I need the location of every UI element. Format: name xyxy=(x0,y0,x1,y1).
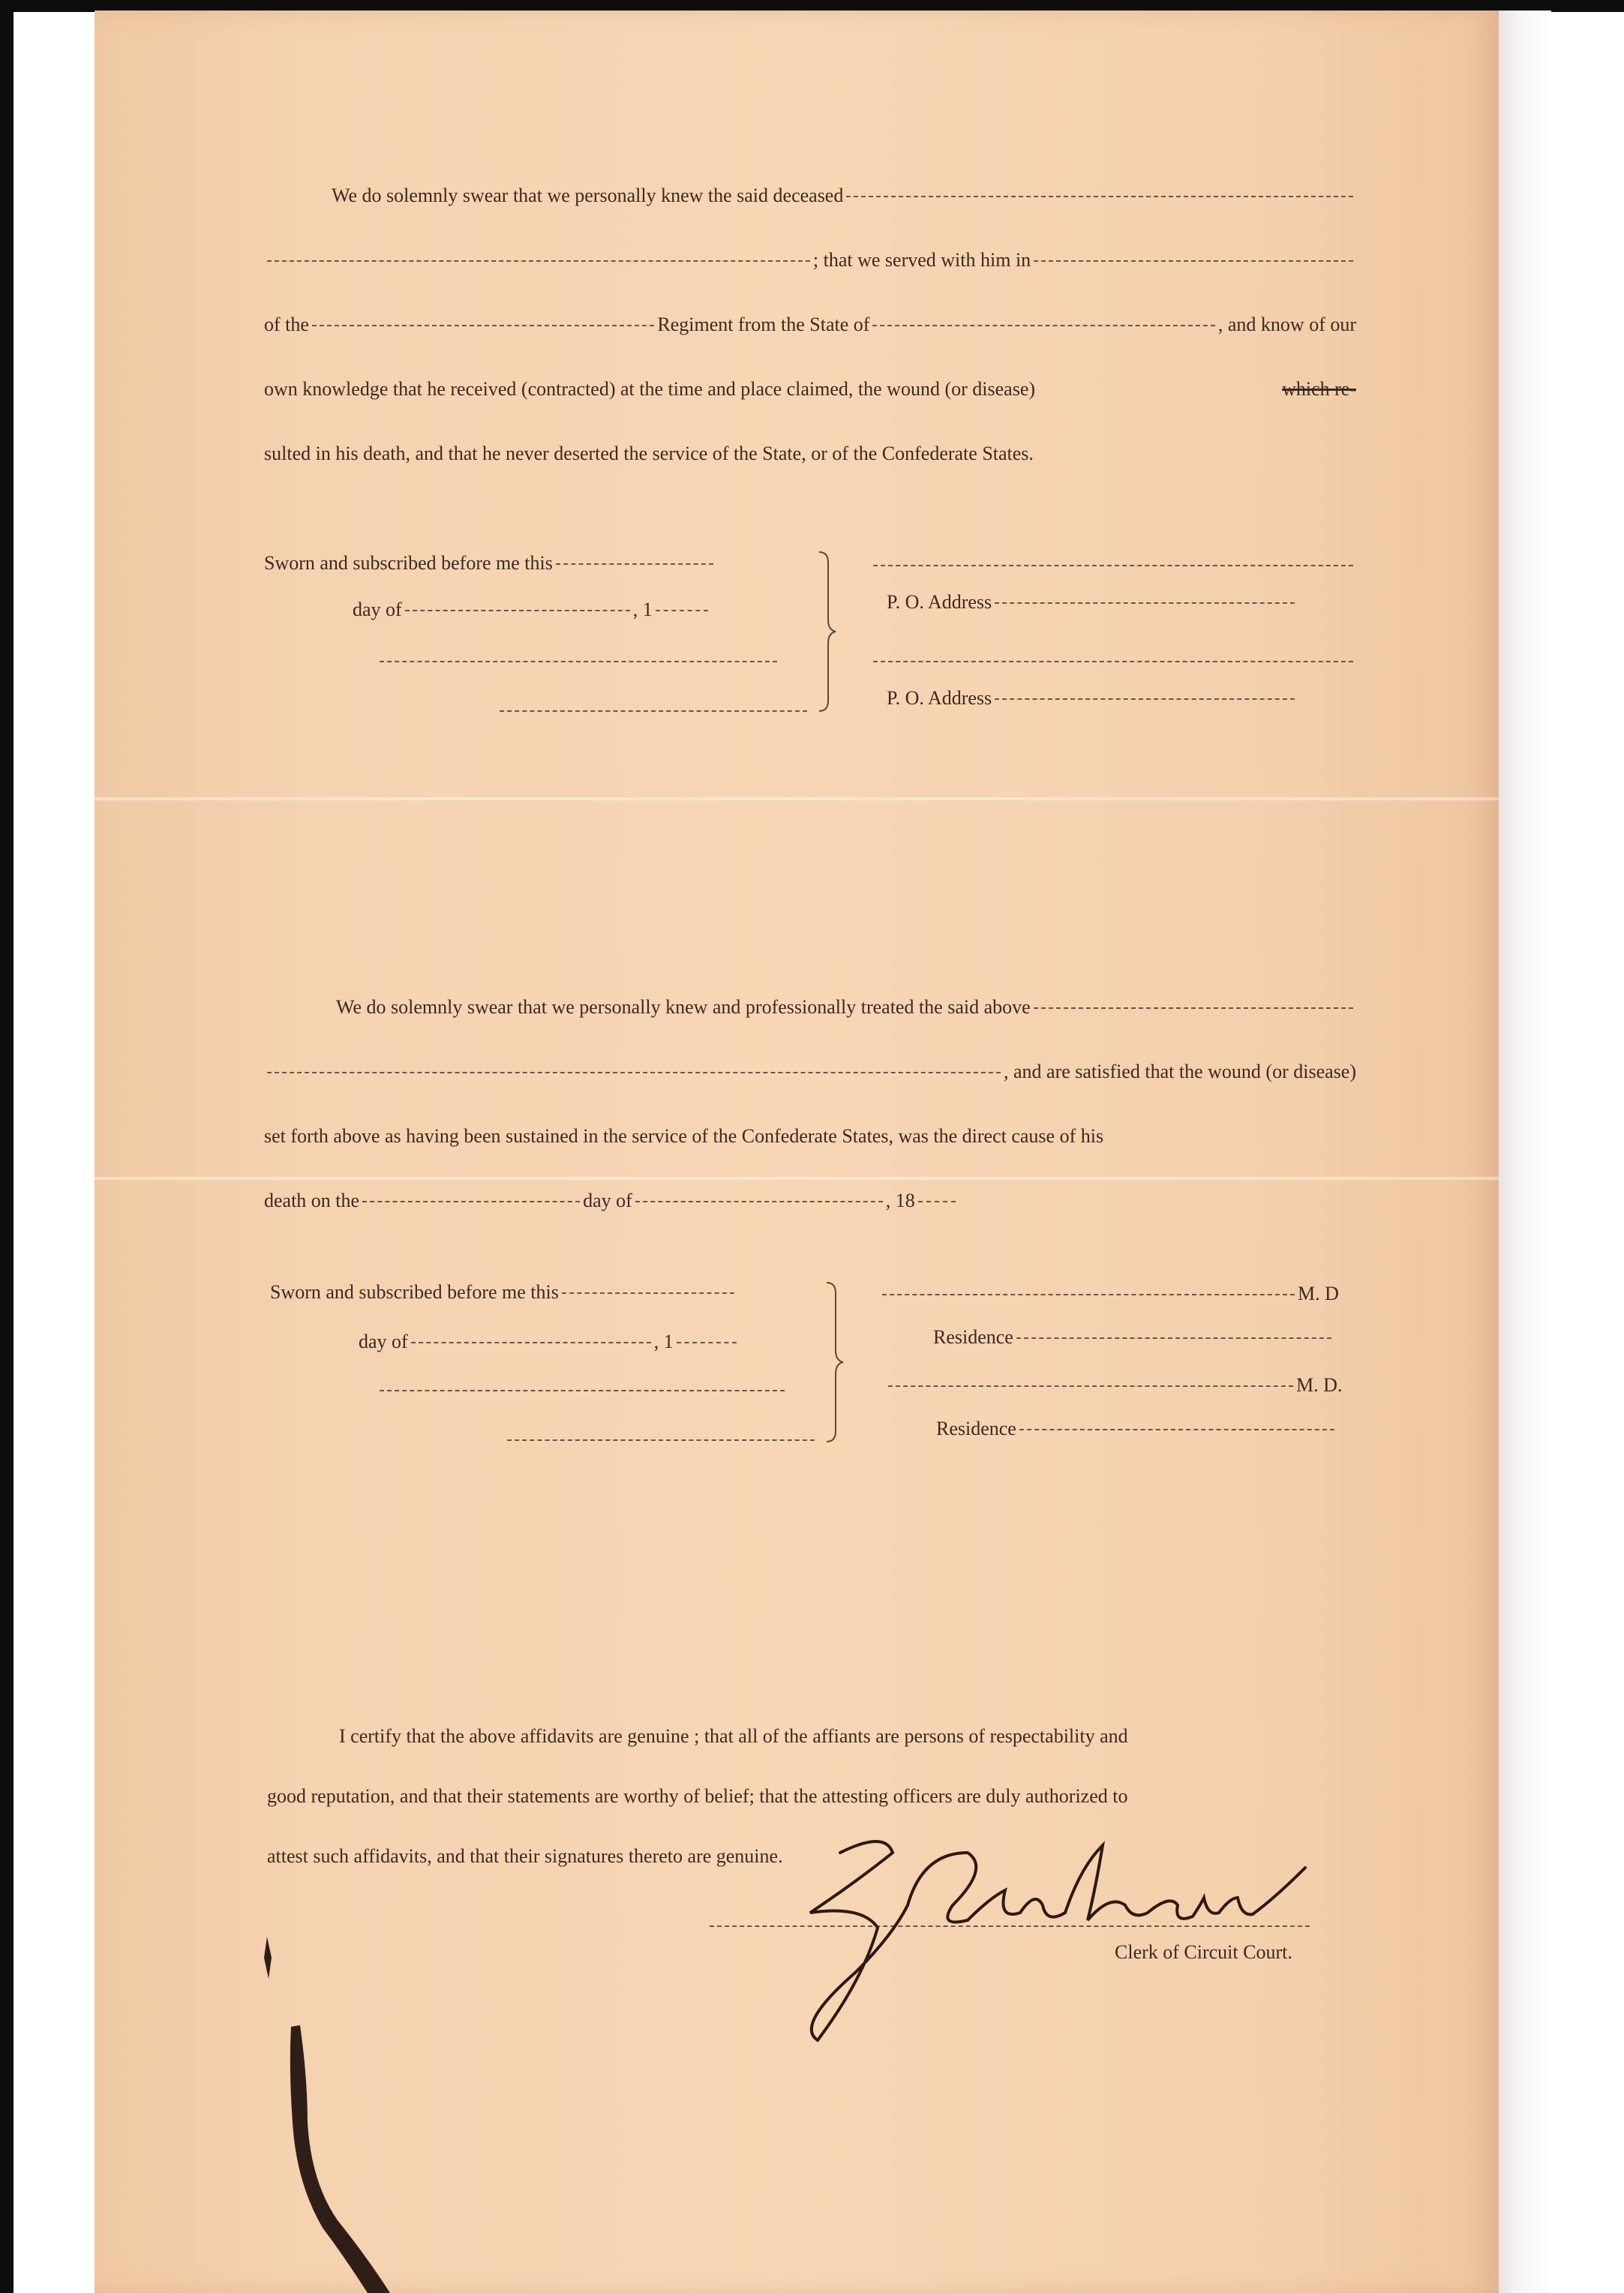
scan-border-left xyxy=(0,0,14,2293)
certificate-line3: attest such affidavits, and that their signatures thereto are genuine. xyxy=(267,1845,783,1867)
affidavit2-physician-line-1: M. D xyxy=(879,1284,1359,1304)
affidavit1-affiant-line-2 xyxy=(870,651,1355,671)
affidavit2-line3: set forth above as having been sustained in the service of the Confederate States, was the direct cause of his xyxy=(264,1125,1104,1147)
plastic-sleeve-edge xyxy=(1499,11,1551,2293)
affidavit2-line4b: day of xyxy=(583,1190,632,1211)
affidavit1-sworn: Sworn and subscribed before me this xyxy=(264,554,716,573)
affidavit2-line4a: death on the xyxy=(264,1190,360,1211)
affidavit2-residence-2: Residence xyxy=(936,1419,1364,1439)
affidavit1-po-address-2: P. O. Address xyxy=(887,689,1359,708)
affidavit1-affiant-line-1 xyxy=(870,555,1355,575)
affidavit-physicians xyxy=(264,996,1356,1254)
affidavit2-line1: We do solemnly swear that we personally knew and professionally treated the said above xyxy=(336,996,1031,1018)
affidavit1-po-address-1: P. O. Address xyxy=(887,593,1359,612)
affidavit2-officer-line xyxy=(377,1380,782,1400)
fold-crease xyxy=(95,797,1499,801)
ink-mark xyxy=(261,1935,279,1980)
affidavit1-line3c: , and know of our xyxy=(1217,314,1357,335)
affidavit2-line4c: , 18 xyxy=(885,1190,915,1211)
bracket-brace xyxy=(818,551,837,713)
bracket-brace xyxy=(825,1281,845,1443)
affidavit1-officer-title-line xyxy=(497,701,804,720)
certificate-line1: I certify that the above affidavits are genuine ; that all of the affiants are persons of respectability and xyxy=(339,1725,1128,1747)
affidavit1-line3a: of the xyxy=(264,314,309,335)
affidavit2-officer-title-line xyxy=(504,1430,812,1449)
affidavit1-line4a: own knowledge that he received (contracted) at the time and place claimed, the wound (or disease) xyxy=(264,378,1036,400)
affidavit1-line2: ; that we served with him in xyxy=(812,249,1031,271)
certificate-line2: good reputation, and that their statements are worthy of belief; that the attesting officers are duly authorized to xyxy=(267,1785,1128,1807)
affidavit2-physician-line-2: M. D. xyxy=(885,1376,1365,1395)
affidavit1-line4b: which re- xyxy=(1282,378,1356,400)
affidavit2-day-of: day of , 1 xyxy=(359,1332,740,1352)
affidavit1-line5: sulted in his death, and that he never deserted the service of the State, or of the Confederate States. xyxy=(264,443,1034,464)
handwritten-signature xyxy=(795,1823,1320,2055)
affidavit-comrades xyxy=(264,185,1356,507)
affidavit1-line1: We do solemnly swear that we personally knew the said deceased xyxy=(332,185,844,206)
affidavit1-day-of: day of , 1 xyxy=(353,600,711,620)
affidavit2-residence-1: Residence xyxy=(933,1328,1361,1347)
affidavit2-sworn: Sworn and subscribed before me this xyxy=(270,1283,737,1302)
affidavit1-officer-line xyxy=(377,651,774,671)
affidavit1-line3b: Regiment from the State of xyxy=(657,314,870,335)
affidavit2-line2: , and are satisfied that the wound (or disease) xyxy=(1003,1061,1356,1082)
ink-smudge xyxy=(285,2018,405,2293)
clerk-title: Clerk of Circuit Court. xyxy=(1115,1941,1292,1963)
